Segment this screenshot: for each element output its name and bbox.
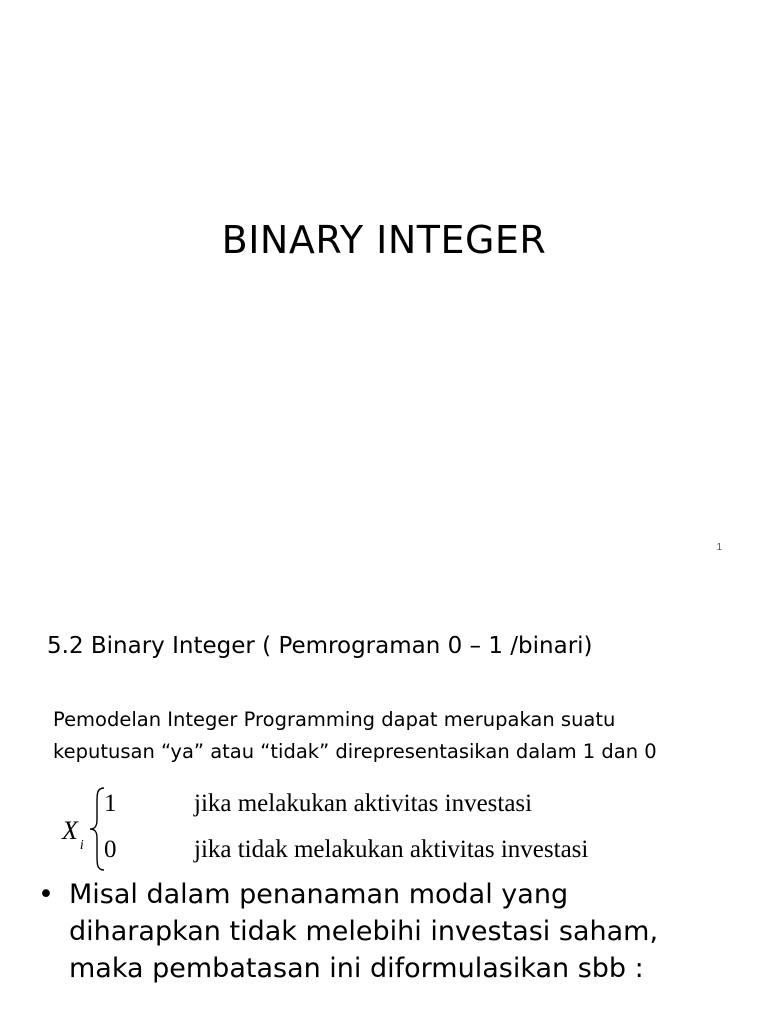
bullet-line: maka pembatasan ini diformulasikan sbb : <box>69 953 644 984</box>
bullet-line: Misal dalam penanaman modal yang <box>69 879 569 910</box>
bullet-line: diharapkan tidak melebihi investasi saham, <box>69 916 659 947</box>
case-description: jika tidak melakukan aktivitas investasi <box>194 836 589 863</box>
intro-line: Pemodelan Integer Programming dapat merupakan suatu <box>53 708 616 731</box>
variable-subscript: i <box>79 838 84 854</box>
slide-number: 1 <box>716 542 722 553</box>
section-heading: 5.2 Binary Integer ( Pemrograman 0 – 1 /binari) <box>47 633 593 659</box>
case-value: 0 <box>104 836 117 863</box>
slide-2 <box>0 578 768 1024</box>
intro-paragraph <box>53 704 743 768</box>
binary-variable-formula <box>62 786 702 876</box>
case-value: 1 <box>104 790 117 817</box>
intro-line: keputusan “ya” atau “tidak” direpresentasikan dalam 1 dan 0 <box>53 740 657 763</box>
bullet-icon: • <box>38 879 54 910</box>
formula-variable <box>62 816 84 854</box>
slide-title: BINARY INTEGER <box>221 218 547 262</box>
case-description: jika melakukan aktivitas investasi <box>194 790 533 817</box>
variable-symbol: X <box>62 816 78 845</box>
bullet-item <box>38 876 738 987</box>
